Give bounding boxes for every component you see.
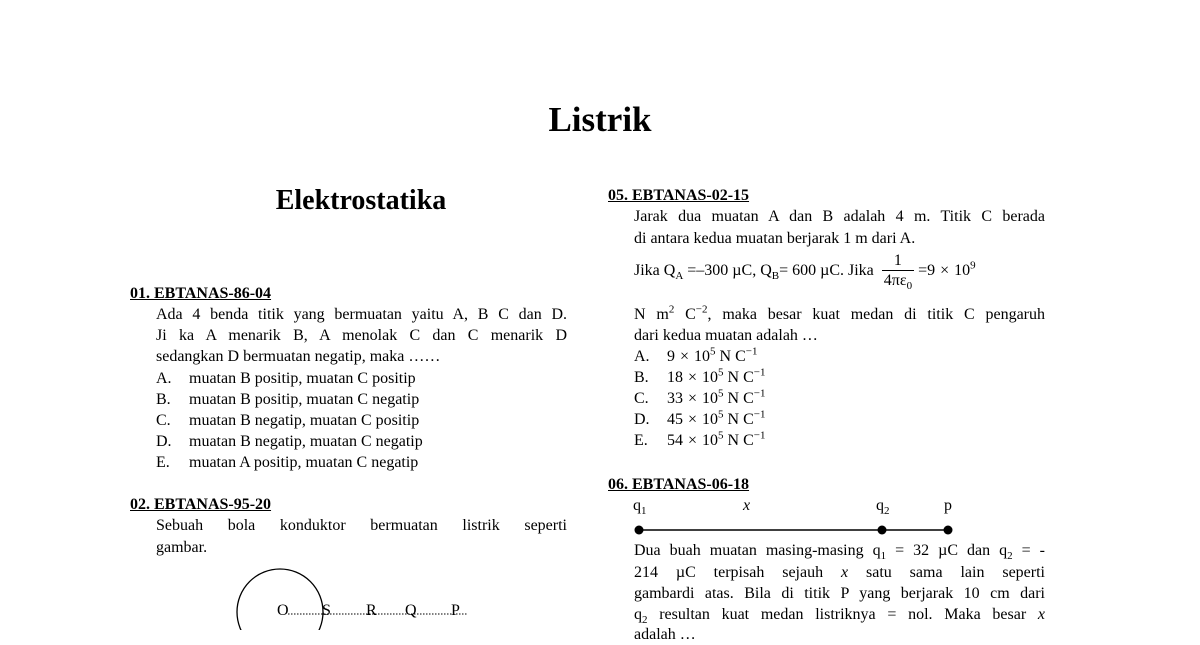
question-text: = 32 µC dan q <box>886 542 1008 559</box>
point-s-label: S <box>322 602 331 619</box>
page-title: Listrik <box>548 100 652 139</box>
option-base: 10 <box>694 348 711 365</box>
option-base: 10 <box>702 390 719 407</box>
question-01-header: 01. EBTANAS-86-04 <box>130 285 272 302</box>
option-letter: A. <box>634 348 650 365</box>
subscript-b: B <box>771 270 780 283</box>
option-unit: N C <box>727 432 754 449</box>
variable-x: x <box>841 564 849 581</box>
exponent: −1 <box>745 345 758 358</box>
subscript-zero: 0 <box>906 280 913 293</box>
unit-text: C <box>674 306 696 323</box>
question-text: resultan kuat medan listriknya = nol. Maka besar <box>647 606 1038 623</box>
question-text: Dua buah muatan masing-masing q <box>634 542 881 559</box>
option-text: muatan B positip, muatan C positip <box>189 370 416 387</box>
equation-text: =9 <box>918 262 936 279</box>
option-unit: N C <box>727 369 754 386</box>
point-o-label: O <box>277 602 289 619</box>
distance-x-label: x <box>743 497 751 514</box>
exponent: −2 <box>695 303 708 316</box>
point-r-label: R <box>366 602 377 619</box>
fraction-denominator <box>882 271 914 291</box>
times-sign: × <box>688 432 698 449</box>
option-letter: B. <box>156 391 171 408</box>
exponent: −1 <box>753 408 766 421</box>
unit-text: N m <box>634 306 669 323</box>
option-coefficient: 33 <box>667 390 683 407</box>
variable-x: x <box>1037 606 1045 623</box>
question-05-option-c <box>634 388 765 409</box>
option-base: 10 <box>702 411 719 428</box>
point-p-label: p <box>944 497 952 514</box>
question-text: , maka besar kuat medan di titik C pengaruh <box>707 306 1046 323</box>
exponent: 5 <box>718 366 724 379</box>
question-06-line-5: adalah … <box>634 626 696 643</box>
option-unit: N C <box>727 390 754 407</box>
exponent: 2 <box>668 303 675 316</box>
question-05-option-b <box>634 367 765 388</box>
option-letter: C. <box>634 390 649 407</box>
option-letter: D. <box>634 411 650 428</box>
charge-q2-label <box>876 497 890 518</box>
option-coefficient: 9 <box>667 348 675 365</box>
times-sign: × <box>688 369 698 386</box>
subscript: 1 <box>880 550 887 563</box>
charge-line-diagram <box>630 520 960 540</box>
times-sign: × <box>688 390 698 407</box>
question-05-line-2: di antara kedua muatan berjarak 1 m dari A. <box>634 230 916 247</box>
conductor-sphere-diagram <box>230 566 480 630</box>
subscript: 1 <box>641 505 647 518</box>
question-06-line-3: gambardi atas. Bila di titik P yang berjarak 10 cm dari <box>634 585 1045 602</box>
option-base: 10 <box>702 432 719 449</box>
point-p-dot <box>944 526 953 535</box>
question-05-line-1: Jarak dua muatan A dan B adalah 4 m. Titik C berada <box>634 208 1045 225</box>
question-01-option-e <box>156 452 418 473</box>
option-letter: A. <box>156 370 172 387</box>
option-unit: N C <box>727 411 754 428</box>
subscript: 2 <box>1007 550 1013 563</box>
subscript-a: A <box>675 270 684 283</box>
exponent: 5 <box>718 408 724 421</box>
question-02-line-1: Sebuah bola konduktor bermuatan listrik seperti <box>156 517 567 534</box>
question-02-line-2: gambar. <box>156 539 208 556</box>
exponent: −1 <box>753 387 766 400</box>
option-coefficient: 54 <box>667 432 683 449</box>
times-sign: × <box>940 262 950 279</box>
point-p-label: P <box>451 602 460 619</box>
question-05-line-4 <box>634 304 1045 325</box>
denominator-text: 4πε <box>883 271 907 289</box>
option-text: muatan B positip, muatan C negatip <box>189 391 420 408</box>
exponent: 5 <box>718 429 724 442</box>
equation-text: = 600 µC. Jika <box>779 262 874 279</box>
option-text: muatan B negatip, muatan C positip <box>189 412 420 429</box>
option-letter: C. <box>156 412 171 429</box>
equation-text: =–300 µC, Q <box>683 262 772 279</box>
times-sign: × <box>680 348 690 365</box>
question-01-option-a <box>156 368 416 389</box>
option-base: 10 <box>702 369 719 386</box>
question-05-line-5: dari kedua muatan adalah … <box>634 327 818 344</box>
question-06-line-1 <box>634 540 1045 561</box>
question-05-header: 05. EBTANAS-02-15 <box>608 187 750 204</box>
question-01-line-3: sedangkan D bermuatan negatip, maka …… <box>156 348 441 365</box>
exponent: 9 <box>970 259 976 272</box>
option-coefficient: 45 <box>667 411 683 428</box>
option-coefficient: 18 <box>667 369 683 386</box>
question-01-line-2: Ji ka A menarik B, A menolak C dan C menarik D <box>156 327 567 344</box>
question-05-option-d <box>634 409 765 430</box>
equation-text: Jika Q <box>634 262 676 279</box>
subscript: 2 <box>642 614 648 627</box>
option-text: muatan B negatip, muatan C negatip <box>189 433 423 450</box>
exponent: 5 <box>710 345 716 358</box>
option-letter: B. <box>634 369 649 386</box>
question-01-option-b <box>156 389 419 410</box>
question-01-option-d <box>156 431 423 452</box>
fraction <box>882 252 914 291</box>
exponent: −1 <box>753 429 766 442</box>
option-text: muatan A positip, muatan C negatip <box>189 454 419 471</box>
exponent: 5 <box>718 387 724 400</box>
label-text: q <box>876 497 884 514</box>
charge-q1-dot <box>635 526 644 535</box>
conductor-sphere <box>237 569 323 630</box>
question-05-option-a <box>634 346 757 367</box>
charge-q2-dot <box>878 526 887 535</box>
question-05-option-e <box>634 430 765 451</box>
option-letter: E. <box>634 432 648 449</box>
section-title: Elektrostatika <box>275 185 447 216</box>
question-01-line-1: Ada 4 benda titik yang bermuatan yaitu A, B C dan D. <box>156 306 567 323</box>
times-sign: × <box>688 411 698 428</box>
question-text: = - <box>1012 542 1045 559</box>
question-01-option-c <box>156 410 419 431</box>
option-unit: N C <box>719 348 746 365</box>
exponent: −1 <box>753 366 766 379</box>
question-02-header: 02. EBTANAS-95-20 <box>130 496 272 513</box>
charge-q1-label <box>633 497 647 518</box>
question-06-line-4 <box>634 604 1045 625</box>
question-06-line-2 <box>634 562 1045 583</box>
question-text: 214 µC terpisah sejauh <box>634 564 841 581</box>
question-text: q <box>634 606 642 623</box>
option-letter: E. <box>156 454 170 471</box>
point-q-label: Q <box>405 602 417 619</box>
equation-text: 10 <box>954 262 971 279</box>
label-text: q <box>633 497 641 514</box>
fraction-numerator: 1 <box>882 252 914 271</box>
question-text: satu sama lain seperti <box>848 564 1045 581</box>
question-05-equation <box>634 250 1054 292</box>
option-letter: D. <box>156 433 172 450</box>
question-06-header: 06. EBTANAS-06-18 <box>608 476 750 493</box>
subscript: 2 <box>884 505 890 518</box>
